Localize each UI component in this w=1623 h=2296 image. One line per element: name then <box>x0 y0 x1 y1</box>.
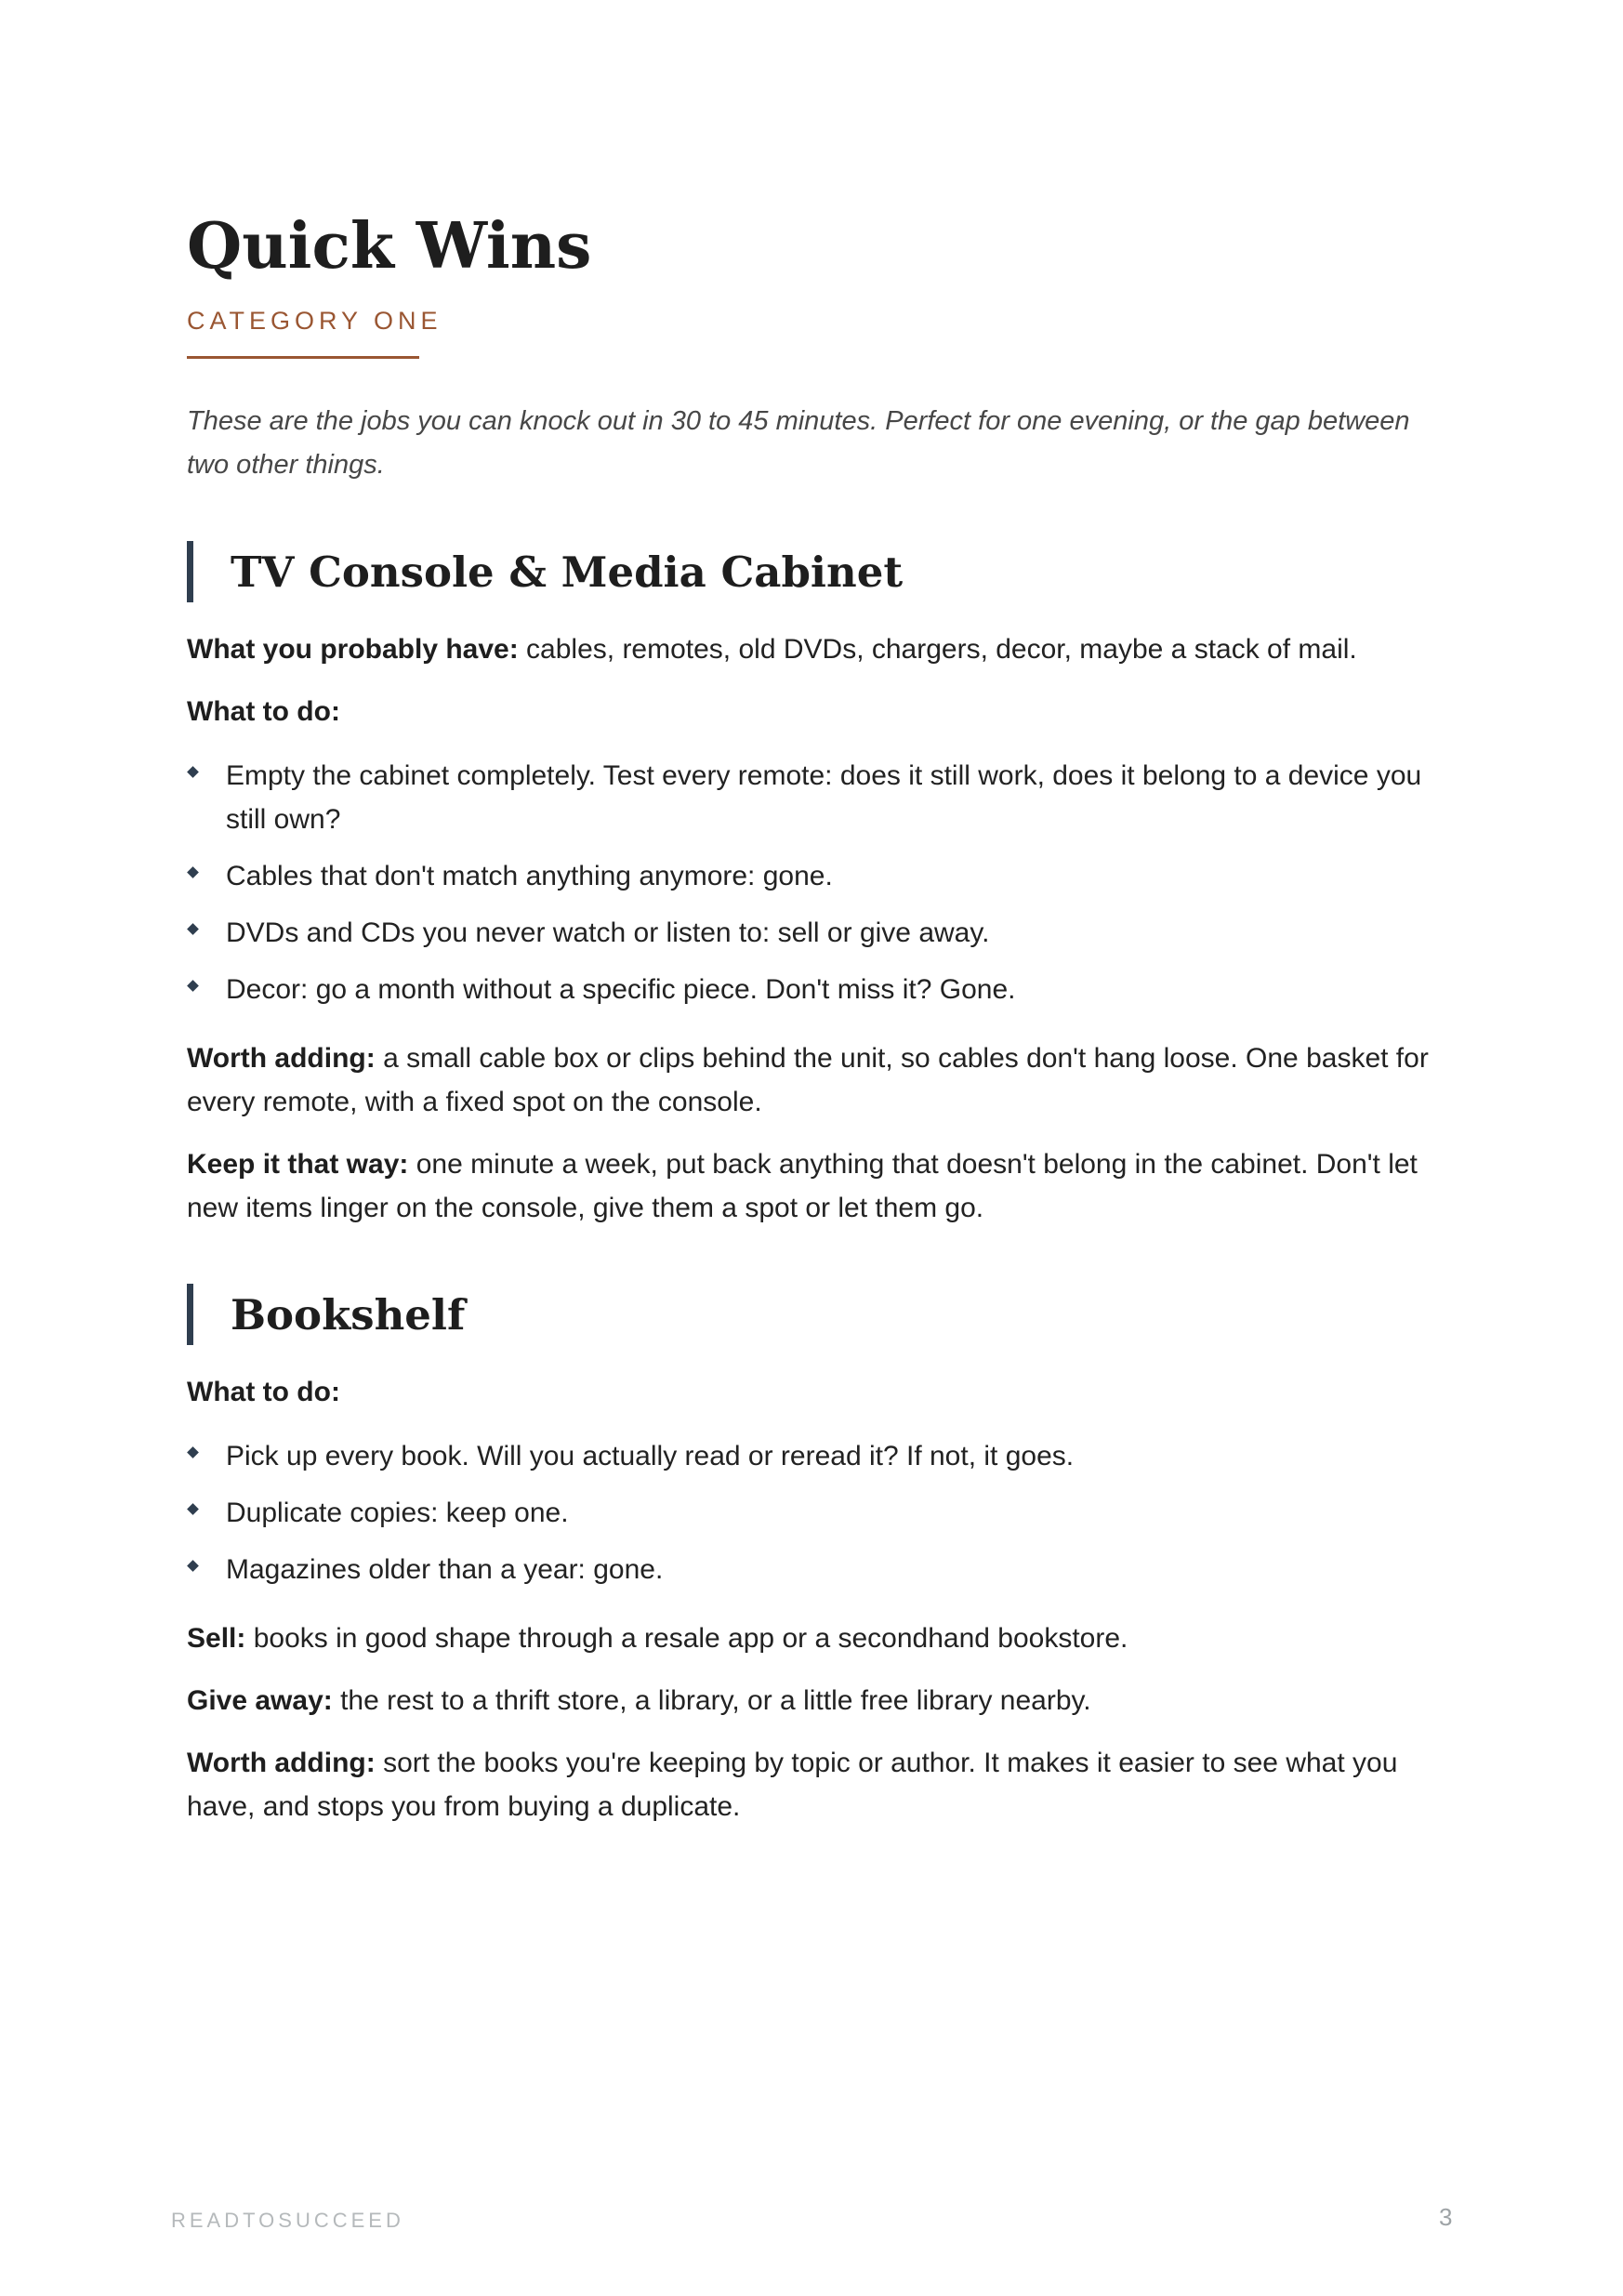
list-item <box>187 854 1451 898</box>
section-title: Bookshelf <box>231 1289 466 1339</box>
footer-brand: READTOSUCCEED <box>171 2209 404 2232</box>
sell-paragraph <box>187 1616 1451 1660</box>
sell-label: Sell: <box>187 1623 246 1654</box>
what-you-have-text: cables, remotes, old DVDs, chargers, decor, maybe a stack of mail. <box>518 634 1357 665</box>
document-page <box>187 208 1451 1828</box>
diamond-bullet-icon <box>187 1503 199 1515</box>
what-you-have-label: What you probably have: <box>187 634 519 665</box>
worth-adding-label: Worth adding: <box>187 1748 376 1778</box>
keep-it-that-way-paragraph <box>187 1142 1451 1230</box>
list-item <box>187 1548 1451 1591</box>
what-to-do-text: What to do: <box>187 1377 340 1407</box>
what-to-do-text: What to do: <box>187 696 340 727</box>
list-item-text: Pick up every book. Will you actually read or reread it? If not, it goes. <box>226 1441 1075 1471</box>
worth-adding-text: a small cable box or clips behind the unit, so cables don't hang loose. One basket for every remote, with a fixed spot on the console. <box>187 1043 1429 1117</box>
bookshelf-bullet-list <box>187 1434 1451 1591</box>
page-number: 3 <box>1439 2203 1453 2231</box>
accent-rule <box>187 356 419 359</box>
page-title: Quick Wins <box>187 209 592 284</box>
list-item-text: Magazines older than a year: gone. <box>226 1554 664 1585</box>
keep-it-that-way-label: Keep it that way: <box>187 1149 409 1180</box>
list-item-text: DVDs and CDs you never watch or listen to: sell or give away. <box>226 917 990 948</box>
tv-console-bullet-list <box>187 754 1451 1011</box>
list-item <box>187 968 1451 1011</box>
section-title: TV Console & Media Cabinet <box>231 547 904 597</box>
diamond-bullet-icon <box>187 866 199 878</box>
list-item-text: Decor: go a month without a specific piece. Don't miss it? Gone. <box>226 974 1016 1005</box>
diamond-bullet-icon <box>187 1560 199 1572</box>
category-label: CATEGORY ONE <box>187 307 442 335</box>
list-item-text: Empty the cabinet completely. Test every remote: does it still work, does it belong to a device you still own? <box>226 760 1422 835</box>
worth-adding-label: Worth adding: <box>187 1043 376 1074</box>
section-heading-tv-console <box>187 541 1451 602</box>
what-you-have-paragraph <box>187 627 1451 671</box>
diamond-bullet-icon <box>187 766 199 778</box>
worth-adding-paragraph <box>187 1741 1451 1828</box>
list-item <box>187 754 1451 841</box>
worth-adding-paragraph <box>187 1036 1451 1124</box>
list-item-text: Duplicate copies: keep one. <box>226 1498 569 1528</box>
give-away-text: the rest to a thrift store, a library, or a little free library nearby. <box>332 1685 1091 1716</box>
give-away-paragraph <box>187 1679 1451 1722</box>
worth-adding-text: sort the books you're keeping by topic or author. It makes it easier to see what you have, and stops you from buying a duplicate. <box>187 1748 1398 1822</box>
sell-text: books in good shape through a resale app or a secondhand bookstore. <box>245 1623 1128 1654</box>
list-item-text: Cables that don't match anything anymore: gone. <box>226 861 833 891</box>
list-item <box>187 1434 1451 1478</box>
keep-it-that-way-text: one minute a week, put back anything that doesn't belong in the cabinet. Don't let new items linger on the console, give them a spot or let them go. <box>187 1149 1418 1223</box>
section-heading-bookshelf <box>187 1284 1451 1345</box>
intro-text: These are the jobs you can knock out in 30 to 45 minutes. Perfect for one evening, or the gap between two other things. <box>187 406 1410 480</box>
list-item <box>187 1491 1451 1535</box>
give-away-label: Give away: <box>187 1685 333 1716</box>
diamond-bullet-icon <box>187 1446 199 1458</box>
what-to-do-label <box>187 690 1451 733</box>
what-to-do-label <box>187 1370 1451 1414</box>
list-item <box>187 911 1451 955</box>
diamond-bullet-icon <box>187 923 199 935</box>
diamond-bullet-icon <box>187 980 199 992</box>
